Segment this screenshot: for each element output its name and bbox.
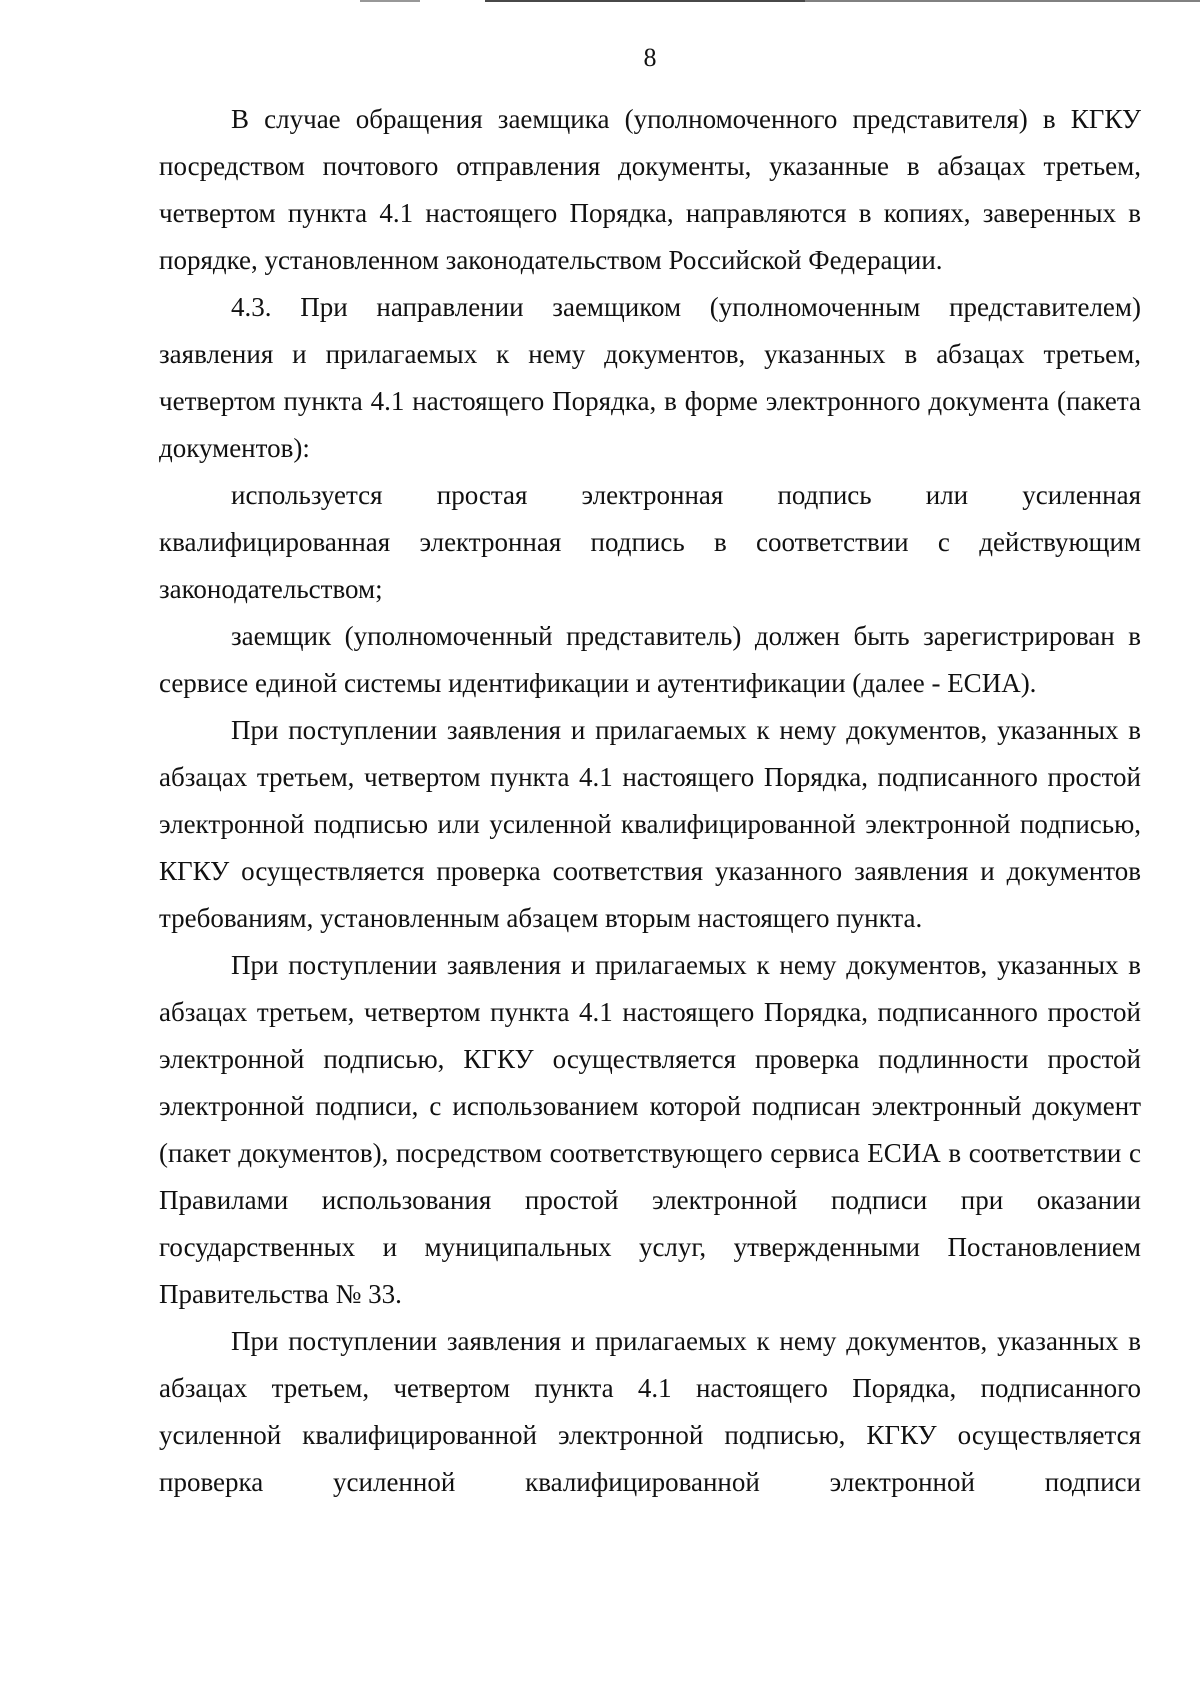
paragraph-signature-type: используется простая электронная подпись или усиленная квалифицированная электронная подпись в соответствии с действующим законодательством; <box>159 480 1141 604</box>
paragraph-simple-signature-check: При поступлении заявления и прилагаемых к нему документов, указанных в абзацах третьем, четвертом пункта 4.1 настоящего Порядка, подписанного простой электронной подписью, КГКУ осуществляется проверка подлинности простой электронной подписи, с использованием которой подписан электронный документ (пакет документов), посредством соответствующего сервиса ЕСИА в соответствии с Правилами использования простой электронной подписи при оказании государственных и муниципальных услуг, утвержденными Постановлением Правительства № 33. <box>159 950 1141 1309</box>
scan-top-edge-mark <box>360 0 420 2</box>
paragraph-esia-registration: заемщик (уполномоченный представитель) должен быть зарегистрирован в сервисе единой системы идентификации и аутентификации (далее - ЕСИА). <box>159 621 1141 698</box>
paragraph-compliance-check: При поступлении заявления и прилагаемых к нему документов, указанных в абзацах третьем, четвертом пункта 4.1 настоящего Порядка, подписанного простой электронной подписью или усиленной квалифицированной электронной подписью, КГКУ осуществляется проверка соответствия указанного заявления и документов требованиям, установленным абзацем вторым настоящего пункта. <box>159 715 1141 933</box>
scan-top-edge-mark <box>485 0 805 2</box>
paragraph-4-3-electronic-submission: 4.3. При направлении заемщиком (уполномоченным представителем) заявления и прилагаемых к нему документов, указанных в абзацах третьем, четвертом пункта 4.1 настоящего Порядка, в форме электронного документа (пакета документов): <box>159 292 1141 463</box>
scan-top-edge-mark <box>805 0 1200 2</box>
document-body <box>159 96 1141 1506</box>
page-number: 8 <box>643 43 657 72</box>
paragraph-postal-submission: В случае обращения заемщика (уполномоченного представителя) в КГКУ посредством почтового отправления документы, указанные в абзацах третьем, четвертом пункта 4.1 настоящего Порядка, направляются в копиях, заверенных в порядке, установленном законодательством Российской Федерации. <box>159 104 1141 275</box>
paragraph-qualified-signature-check: При поступлении заявления и прилагаемых к нему документов, указанных в абзацах третьем, четвертом пункта 4.1 настоящего Порядка, подписанного усиленной квалифицированной электронной подписью, КГКУ осуществляется проверка усиленной квалифицированной электронной подписи <box>159 1326 1141 1497</box>
